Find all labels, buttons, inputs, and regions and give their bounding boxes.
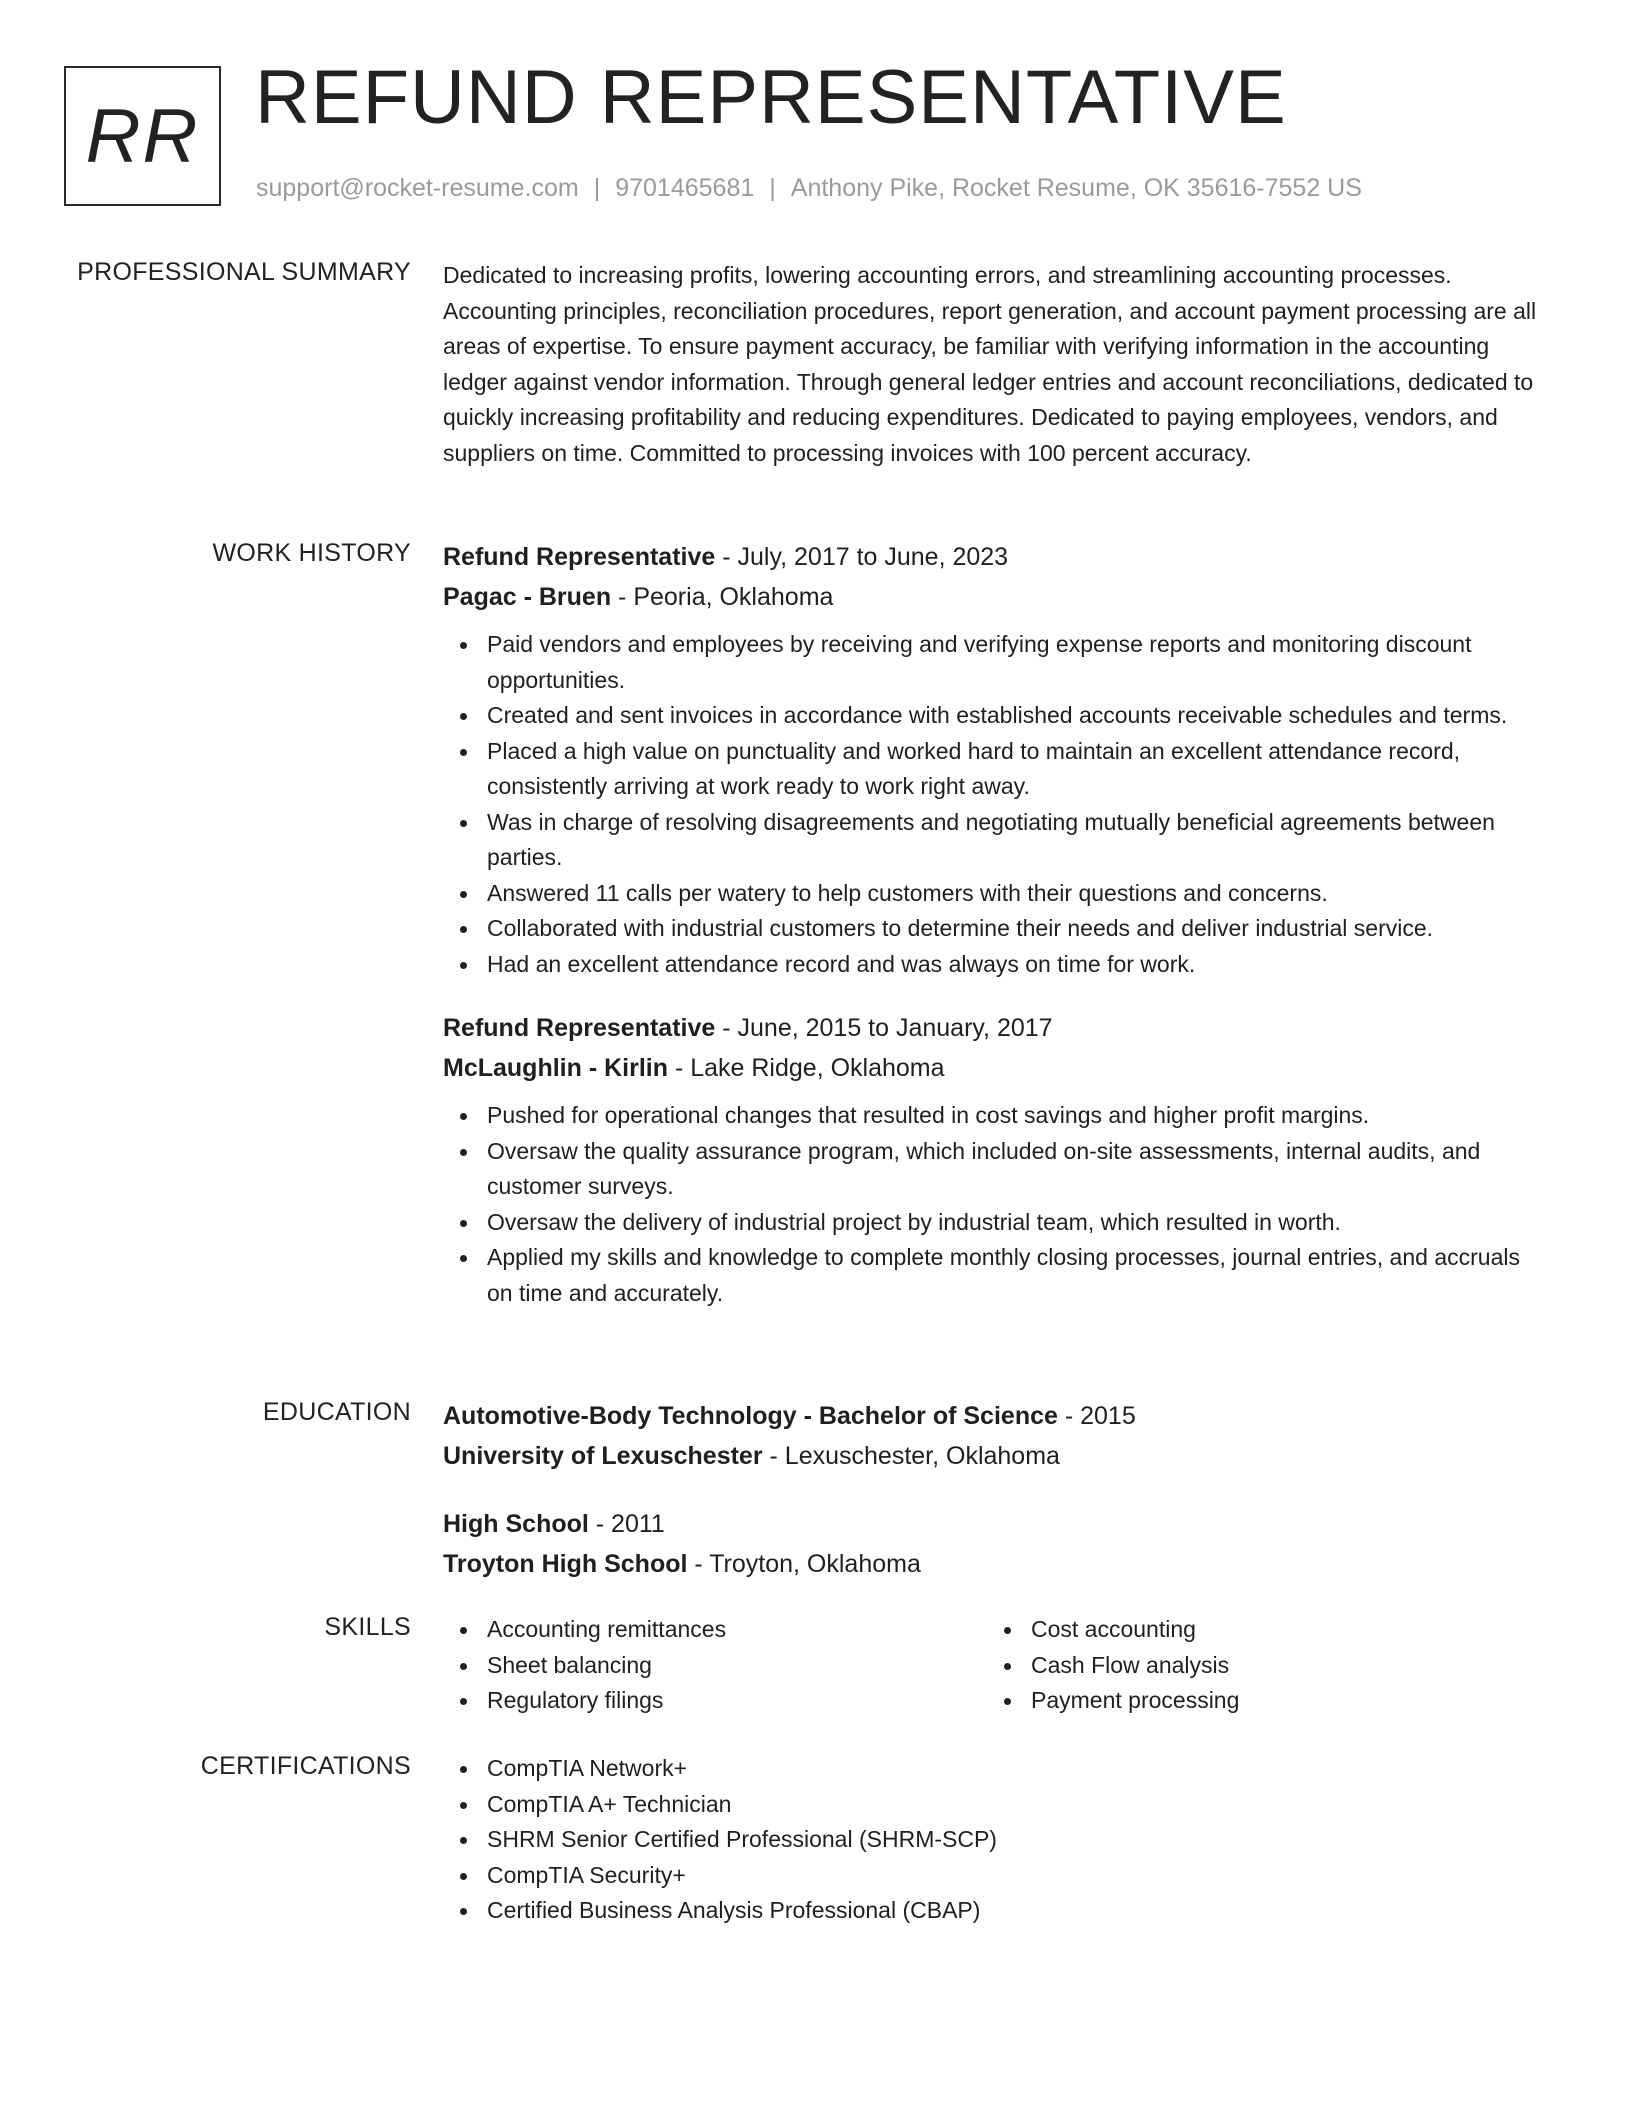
education-degree-line bbox=[443, 1504, 1551, 1544]
job-bullet-item: Had an excellent attendance record and was always on time for work. bbox=[487, 947, 1551, 983]
work-history-body bbox=[443, 537, 1551, 1311]
contact-separator: | bbox=[769, 174, 776, 202]
skill-item: Payment processing bbox=[1031, 1683, 1487, 1719]
job-bullet-item: Answered 11 calls per watery to help customers with their questions and concerns. bbox=[487, 876, 1551, 912]
contact-line bbox=[256, 174, 1362, 203]
skill-item: Cash Flow analysis bbox=[1031, 1648, 1487, 1684]
education-year: - 2015 bbox=[1057, 1402, 1136, 1430]
summary-body bbox=[443, 258, 1551, 471]
education-degree-line bbox=[443, 1396, 1551, 1436]
job-bullet-item: Created and sent invoices in accordance with established accounts receivable schedules and terms. bbox=[487, 698, 1551, 734]
section-title-education: EDUCATION bbox=[262, 1398, 411, 1426]
skill-item: Accounting remittances bbox=[487, 1612, 987, 1648]
section-title-skills: SKILLS bbox=[324, 1613, 411, 1641]
job-bullet-item: Applied my skills and knowledge to complete monthly closing processes, journal entries, and accruals on time and accurately. bbox=[487, 1240, 1551, 1311]
education-school-line bbox=[443, 1436, 1551, 1476]
section-title-certifications: CERTIFICATIONS bbox=[200, 1752, 411, 1780]
section-title-summary: PROFESSIONAL SUMMARY bbox=[77, 258, 411, 286]
section-title-work-history: WORK HISTORY bbox=[212, 539, 411, 567]
skills-column-2 bbox=[987, 1612, 1487, 1719]
education-entry bbox=[443, 1396, 1551, 1476]
contact-phone: 9701465681 bbox=[615, 174, 755, 202]
certifications-list bbox=[443, 1751, 1551, 1929]
job-bullet-item: Was in charge of resolving disagreements and negotiating mutually beneficial agreements between parties. bbox=[487, 805, 1551, 876]
certification-item: CompTIA A+ Technician bbox=[487, 1787, 1551, 1823]
contact-separator: | bbox=[593, 174, 601, 202]
education-degree: High School bbox=[443, 1510, 589, 1538]
job-location: - Peoria, Oklahoma bbox=[611, 583, 834, 611]
contact-email: support@rocket-resume.com bbox=[256, 174, 579, 202]
job-role: Refund Representative bbox=[443, 1014, 716, 1042]
skills-list-2 bbox=[987, 1612, 1487, 1719]
job-bullet-item: Pushed for operational changes that resulted in cost savings and higher profit margins. bbox=[487, 1098, 1551, 1134]
certifications-body bbox=[443, 1751, 1551, 1929]
job-bullet-item: Oversaw the quality assurance program, which included on-site assessments, internal audits, and customer surveys. bbox=[487, 1134, 1551, 1205]
job-dates: - June, 2015 to January, 2017 bbox=[715, 1014, 1053, 1042]
education-school-line bbox=[443, 1544, 1551, 1584]
job-company: Pagac - Bruen bbox=[443, 583, 612, 611]
education-school: Troyton High School bbox=[443, 1550, 688, 1578]
job-bullets bbox=[443, 627, 1551, 982]
education-degree: Automotive-Body Technology - Bachelor of Science bbox=[443, 1402, 1058, 1430]
job-role: Refund Representative bbox=[443, 543, 716, 571]
education-location: - Lexuschester, Oklahoma bbox=[762, 1442, 1060, 1470]
skills-column-1 bbox=[443, 1612, 987, 1719]
job-location: - Lake Ridge, Oklahoma bbox=[668, 1054, 945, 1082]
skill-item: Cost accounting bbox=[1031, 1612, 1487, 1648]
skills-columns bbox=[443, 1612, 1551, 1719]
summary-text: Dedicated to increasing profits, lowering accounting errors, and streamlining accounting processes. Accounting principles, reconciliation procedures, report generation, and account payment processing are all areas of expertise. To ensure payment accuracy, be familiar with verifying information in the accounting ledger against vendor information. Through general ledger entries and account reconciliations, dedicated to quickly increasing profitability and reducing expenditures. Dedicated to paying employees, vendors, and suppliers on time. Committed to processing invoices with 100 percent accuracy. bbox=[443, 262, 1537, 466]
job-role-line bbox=[443, 537, 1551, 577]
education-school: University of Lexuschester bbox=[443, 1442, 763, 1470]
certification-item: Certified Business Analysis Professional (CBAP) bbox=[487, 1893, 1551, 1929]
education-location: - Troyton, Oklahoma bbox=[687, 1550, 921, 1578]
skill-item: Regulatory filings bbox=[487, 1683, 987, 1719]
jobs-list bbox=[443, 537, 1551, 1311]
job-bullet-item: Paid vendors and employees by receiving and verifying expense reports and monitoring discount opportunities. bbox=[487, 627, 1551, 698]
education-entry bbox=[443, 1504, 1551, 1584]
contact-address: Anthony Pike, Rocket Resume, OK 35616-7552 US bbox=[790, 174, 1362, 202]
certification-item: SHRM Senior Certified Professional (SHRM-SCP) bbox=[487, 1822, 1551, 1858]
resume-title: REFUND REPRESENTATIVE bbox=[255, 55, 1287, 140]
job-bullet-item: Oversaw the delivery of industrial project by industrial team, which resulted in worth. bbox=[487, 1205, 1551, 1241]
certification-item: CompTIA Security+ bbox=[487, 1858, 1551, 1894]
job-entry bbox=[443, 1008, 1551, 1311]
job-dates: - July, 2017 to June, 2023 bbox=[715, 543, 1009, 571]
skill-item: Sheet balancing bbox=[487, 1648, 987, 1684]
job-bullet-item: Collaborated with industrial customers to determine their needs and deliver industrial service. bbox=[487, 911, 1551, 947]
monogram-badge: RR bbox=[64, 66, 221, 206]
education-year: - 2011 bbox=[588, 1510, 665, 1538]
job-entry bbox=[443, 537, 1551, 982]
certification-item: CompTIA Network+ bbox=[487, 1751, 1551, 1787]
skills-body bbox=[443, 1612, 1551, 1719]
job-company-line bbox=[443, 1048, 1551, 1088]
job-bullets bbox=[443, 1098, 1551, 1311]
job-bullet-item: Placed a high value on punctuality and worked hard to maintain an excellent attendance record, consistently arriving at work ready to work right away. bbox=[487, 734, 1551, 805]
education-body bbox=[443, 1396, 1551, 1584]
skills-list-1 bbox=[443, 1612, 987, 1719]
job-company-line bbox=[443, 577, 1551, 617]
job-company: McLaughlin - Kirlin bbox=[443, 1054, 668, 1082]
job-role-line bbox=[443, 1008, 1551, 1048]
